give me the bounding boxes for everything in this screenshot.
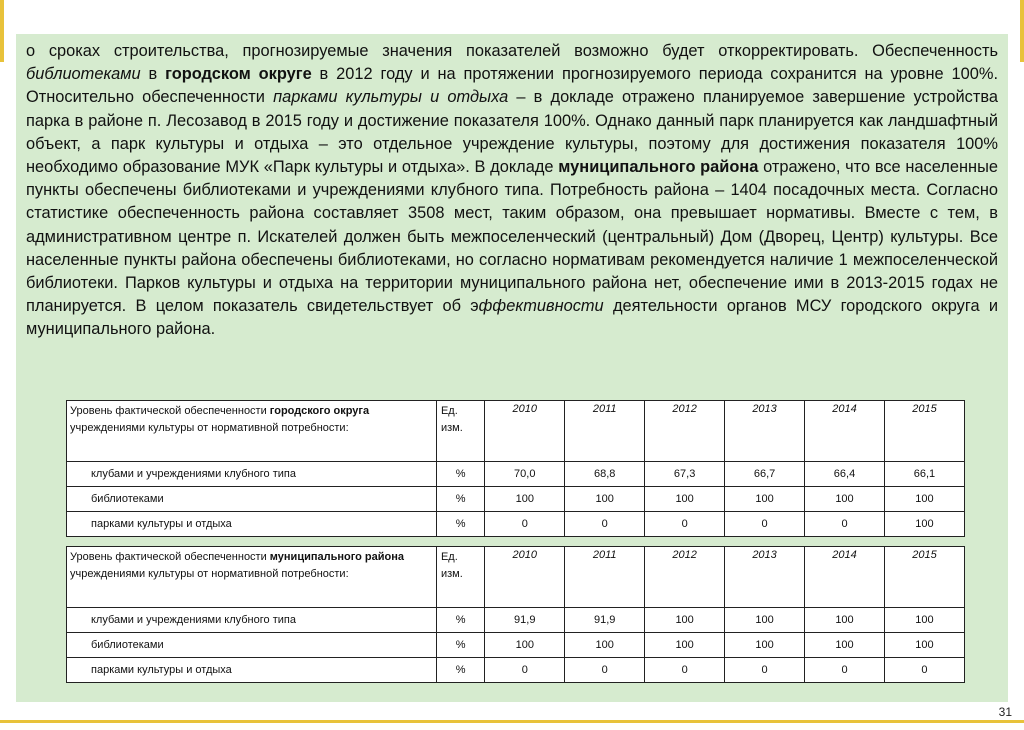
value-cell: 0: [805, 512, 885, 537]
year-header: 2013: [725, 401, 805, 462]
value-cell: 91,9: [485, 608, 565, 633]
table-title-text: Уровень фактической обеспеченности: [70, 551, 270, 563]
text-run-italic: ффективности: [478, 297, 604, 316]
row-label: парками культуры и отдыха: [67, 512, 437, 537]
table-header-row: [67, 401, 965, 462]
value-cell: 100: [805, 633, 885, 658]
value-cell: 0: [645, 512, 725, 537]
value-cell: 100: [805, 487, 885, 512]
table-title-cell: [67, 547, 437, 608]
unit-header-line: изм.: [440, 568, 463, 580]
value-cell: 70,0: [485, 462, 565, 487]
value-cell: 66,7: [725, 462, 805, 487]
text-run: деятельности органов МСУ городского округа и муниципального района.: [26, 297, 998, 339]
row-label: парками культуры и отдыха: [67, 658, 437, 683]
table-row: [67, 658, 965, 683]
year-header: 2012: [645, 547, 725, 608]
row-unit: %: [436, 512, 484, 537]
value-cell: 100: [884, 512, 964, 537]
value-cell: 100: [645, 608, 725, 633]
table-title-text: Уровень фактической обеспеченности: [70, 405, 270, 417]
unit-header-line: изм.: [440, 422, 463, 434]
text-run: отражено, что все населенные пункты обеспечены библиотеками и учреждениями клубного типа. Потребность района – 1404 посадочных места. Согласно статистике обеспеченность района составляет 3508 мест, таким образом, она превышает нормативы. Вместе с тем, в административном центре п. Искателей должен быть межпоселенческий (центральный) Дом (Дворец, Центр) культуры. Все населенные пункты района обеспечены библиотеками, но согласно нормативам рекомендуется наличие 1 межпоселенческой библиотеки. Парков культуры и отдыха на территории муниципального района нет, обеспечение ими в 2013-2015 годах не планируется. В целом показатель свидетельствует об э: [26, 158, 998, 316]
row-unit: %: [436, 658, 484, 683]
text-run: – в докладе отражено планируемое завершение устройства парка в районе п. Лесозавод в 2015 году и достижение показателя 100%. Однако данный парк планируется как ландшафтный объект, а парк культуры и отдыха – это отдельное учреждение культуры, поэтому для достижения показателя 100% необходимо образование МУК «Парк культуры и отдыха». В докладе: [26, 88, 998, 177]
value-cell: 67,3: [645, 462, 725, 487]
value-cell: 66,1: [884, 462, 964, 487]
year-header: 2010: [485, 547, 565, 608]
value-cell: 100: [884, 633, 964, 658]
table-header-row: [67, 547, 965, 608]
row-label: клубами и учреждениями клубного типа: [67, 462, 437, 487]
city-district-table: [66, 400, 965, 537]
row-label: клубами и учреждениями клубного типа: [67, 608, 437, 633]
value-cell: 100: [725, 608, 805, 633]
text-run: в 2012 году и на протяжении прогнозируемого периода сохранится на уровне 100%. Относительно обеспеченности: [26, 65, 998, 107]
row-unit: %: [436, 462, 484, 487]
row-unit: %: [436, 487, 484, 512]
table-title-bold: городского округа: [269, 405, 370, 417]
table-title-text: учреждениями культуры от нормативной потребности:: [70, 422, 349, 434]
value-cell: 0: [485, 658, 565, 683]
value-cell: 100: [725, 633, 805, 658]
unit-header-cell: [436, 401, 484, 462]
text-run-bold: городском округе: [165, 65, 312, 84]
value-cell: 0: [565, 658, 645, 683]
text-run-italic: библиотеками: [26, 65, 141, 84]
value-cell: 100: [645, 633, 725, 658]
value-cell: 100: [884, 487, 964, 512]
table-title-bold: муниципального района: [269, 551, 405, 563]
row-unit: %: [436, 633, 484, 658]
table-title-text: учреждениями культуры от нормативной потребности:: [70, 568, 349, 580]
text-run-bold: муниципального района: [558, 158, 759, 177]
year-header: 2014: [805, 401, 885, 462]
value-cell: 100: [485, 633, 565, 658]
value-cell: 100: [485, 487, 565, 512]
year-header: 2014: [805, 547, 885, 608]
year-header: 2010: [485, 401, 565, 462]
value-cell: 100: [725, 487, 805, 512]
table-row: [67, 462, 965, 487]
municipal-district-table: [66, 546, 965, 683]
year-header: 2012: [645, 401, 725, 462]
unit-header-line: Ед.: [440, 405, 458, 417]
year-header: 2011: [565, 547, 645, 608]
text-run-italic: парками культуры и отдыха: [273, 88, 509, 107]
left-accent-rule: [0, 0, 4, 62]
value-cell: 0: [725, 658, 805, 683]
value-cell: 0: [884, 658, 964, 683]
page-number: 31: [998, 705, 1012, 719]
bottom-accent-rule: [0, 720, 1024, 723]
year-header: 2015: [884, 401, 964, 462]
value-cell: 66,4: [805, 462, 885, 487]
row-label: библиотеками: [67, 487, 437, 512]
value-cell: 100: [565, 487, 645, 512]
value-cell: 0: [565, 512, 645, 537]
year-header: 2015: [884, 547, 964, 608]
value-cell: 100: [645, 487, 725, 512]
value-cell: 100: [884, 608, 964, 633]
table-row: [67, 633, 965, 658]
text-run: о сроках строительства, прогнозируемые значения показателей возможно будет откорректировать. Обеспеченность: [26, 42, 998, 60]
right-accent-rule: [1020, 0, 1024, 62]
value-cell: 100: [805, 608, 885, 633]
value-cell: 0: [485, 512, 565, 537]
text-run: в: [140, 65, 166, 84]
unit-header-cell: [436, 547, 484, 608]
row-label: библиотеками: [67, 633, 437, 658]
table-row: [67, 512, 965, 537]
unit-header-line: Ед.: [440, 551, 458, 563]
table-row: [67, 487, 965, 512]
value-cell: 0: [805, 658, 885, 683]
value-cell: 91,9: [565, 608, 645, 633]
table-row: [67, 608, 965, 633]
body-paragraph: [26, 40, 998, 342]
value-cell: 0: [725, 512, 805, 537]
value-cell: 68,8: [565, 462, 645, 487]
year-header: 2011: [565, 401, 645, 462]
year-header: 2013: [725, 547, 805, 608]
row-unit: %: [436, 608, 484, 633]
value-cell: 100: [565, 633, 645, 658]
value-cell: 0: [645, 658, 725, 683]
table-title-cell: [67, 401, 437, 462]
